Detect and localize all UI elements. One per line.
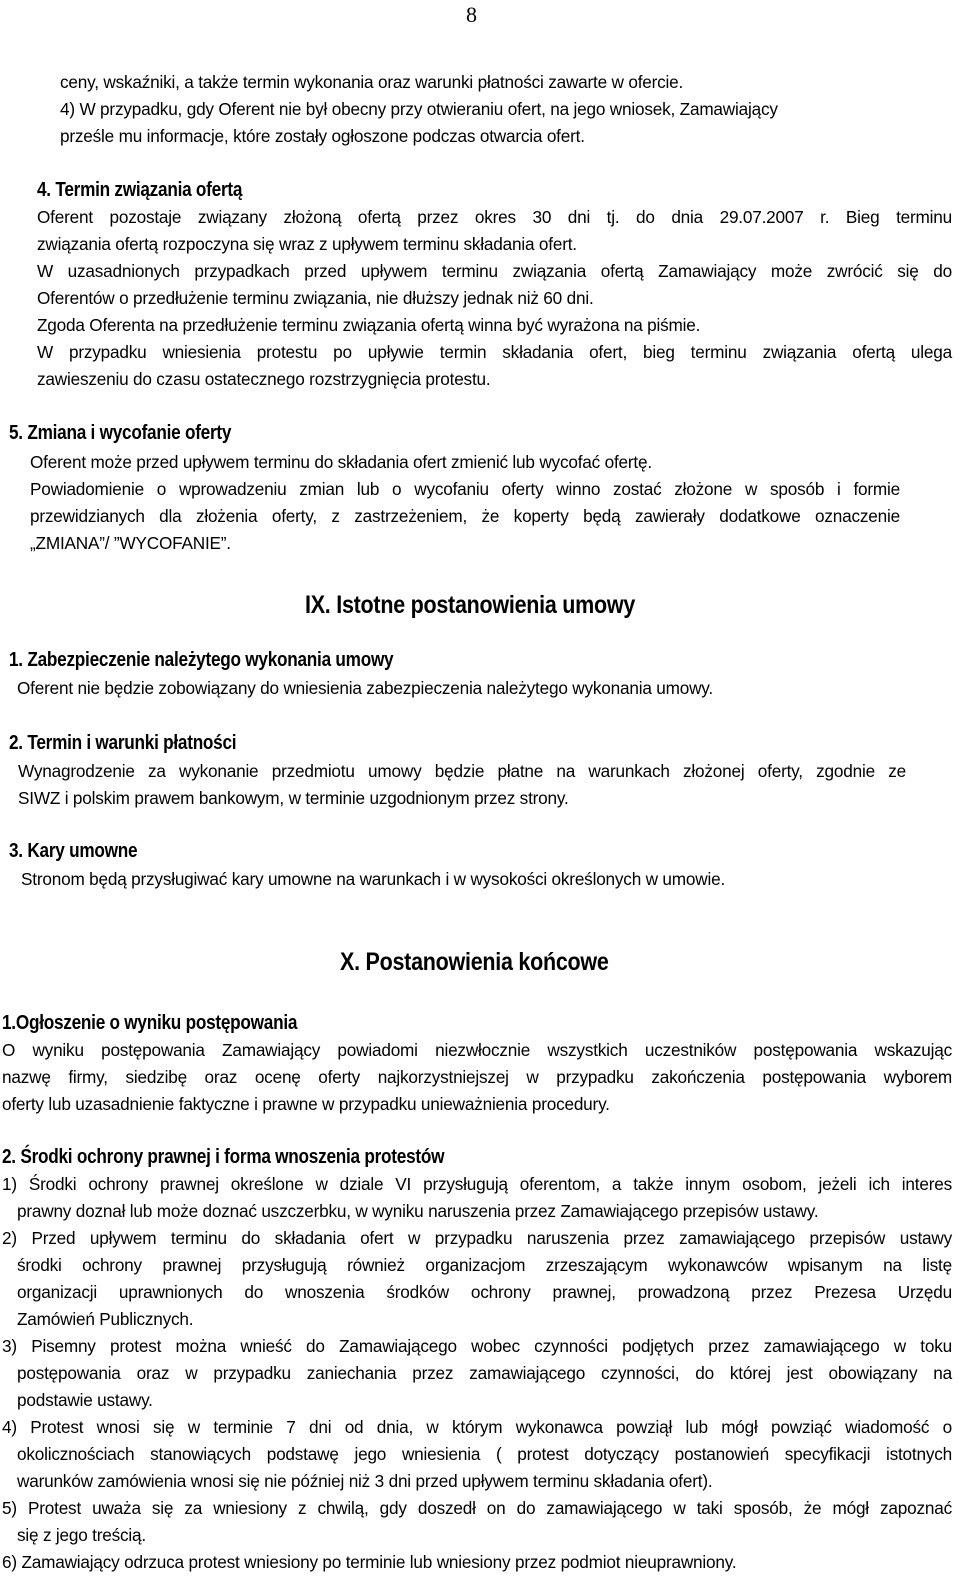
intro-line: ceny, wskaźniki, a także termin wykonania oraz warunki płatności zawarte w ofercie.	[60, 72, 684, 92]
paragraph-line: Oferent nie będzie zobowiązany do wniesienia zabezpieczenia należytego wykonania umowy.	[17, 678, 713, 698]
ix-point-2-body	[18, 758, 906, 812]
list-item-line: 5) Protest uważa się za wniesiony z chwilą, gdy doszedł on do zamawiającego w taki sposób, że mógł zapoznać	[2, 1498, 952, 1518]
paragraph-line: Oferent może przed upływem terminu do składania ofert zmienić lub wycofać ofertę.	[30, 452, 652, 472]
list-item-line: 6) Zamawiający odrzuca protest wniesiony po terminie lub wniesiony przez podmiot nieuprawniony.	[2, 1552, 737, 1572]
section-5-body	[30, 449, 900, 557]
paragraph-line: Stronom będą przysługiwać kary umowne na warunkach i w wysokości określonych w umowie.	[21, 869, 726, 889]
intro-line: 4) W przypadku, gdy Oferent nie był obecny przy otwieraniu ofert, na jego wniosek, Zamawiający	[60, 99, 778, 119]
paragraph-line: związania ofertą rozpoczyna się wraz z upływem terminu składania ofert.	[37, 234, 577, 254]
paragraph-line: zawieszeniu do czasu ostatecznego rozstrzygnięcia protestu.	[37, 369, 491, 389]
paragraph-line: W przypadku wniesienia protestu po upływie termin składania ofert, bieg terminu związania ofertą ulega	[37, 342, 952, 362]
chapter-ix-title: IX. Istotne postanowienia umowy	[305, 591, 636, 619]
ix-point-1-heading: 1. Zabezpieczenie należytego wykonania umowy	[9, 649, 394, 671]
list-item-line: środki ochrony prawnej przysługują również organizacjom zrzeszającym wykonawców wpisanym na listę	[17, 1255, 952, 1275]
ix-point-2-heading: 2. Termin i warunki płatności	[9, 732, 237, 754]
page-number: 8	[466, 2, 477, 27]
list-item-line: 4) Protest wnosi się w terminie 7 dni od dnia, w którym wykonawca powziął lub mógł powziąć wiadomość o	[2, 1417, 952, 1437]
x-point-1-body	[2, 1037, 952, 1118]
list-item-line: podstawie ustawy.	[17, 1390, 153, 1410]
list-item-line: Zamówień Publicznych.	[17, 1309, 194, 1329]
paragraph-line: W uzasadnionych przypadkach przed upływem terminu związania ofertą Zamawiający może zwrócić się do	[37, 261, 952, 281]
ix-point-1-body	[17, 675, 917, 702]
intro-block	[60, 69, 890, 150]
chapter-x-title: X. Postanowienia końcowe	[340, 948, 609, 976]
section-4-body	[37, 204, 952, 393]
list-item-line: warunków zamówienia wnosi się nie później niż 3 dni przed upływem terminu składania ofert).	[17, 1471, 713, 1491]
paragraph-line: nazwę firmy, siedzibę oraz ocenę oferty najkorzystniejszej w przypadku zakończenia postępowania wyborem	[2, 1067, 952, 1087]
paragraph-line: Wynagrodzenie za wykonanie przedmiotu umowy będzie płatne na warunkach złożonej oferty, zgodnie ze	[18, 761, 906, 781]
paragraph-line: Oferentów o przedłużenie terminu związania, nie dłuższy jednak niż 60 dni.	[37, 288, 594, 308]
section-5-heading: 5. Zmiana i wycofanie oferty	[9, 422, 232, 444]
list-item-line: się z jego treścią.	[17, 1525, 146, 1545]
list-item-line: organizacji uprawnionych do wnoszenia środków ochrony prawnej, prowadzoną przez Prezesa Urzędu	[17, 1282, 952, 1302]
paragraph-line: „ZMIANA”/ ”WYCOFANIE”.	[30, 533, 231, 553]
paragraph-line: Powiadomienie o wprowadzeniu zmian lub o wycofaniu oferty winno zostać złożone w sposób i formie	[30, 479, 900, 499]
x-point-1-heading: 1.Ogłoszenie o wyniku postępowania	[2, 1012, 298, 1034]
x-point-2-body	[2, 1171, 952, 1576]
ix-point-3-body	[21, 866, 921, 893]
paragraph-line: oferty lub uzasadnienie faktyczne i prawne w przypadku unieważnienia procedury.	[2, 1094, 610, 1114]
intro-line: prześle mu informacje, które zostały ogłoszone podczas otwarcia ofert.	[60, 126, 585, 146]
paragraph-line: Oferent pozostaje związany złożoną ofertą przez okres 30 dni tj. do dnia 29.07.2007 r. Bieg terminu	[37, 207, 952, 227]
paragraph-line: Zgoda Oferenta na przedłużenie terminu związania ofertą winna być wyrażona na piśmie.	[37, 315, 701, 335]
paragraph-line: O wyniku postępowania Zamawiający powiadomi niezwłocznie wszystkich uczestników postępowania wskazując	[2, 1040, 952, 1060]
list-item-line: 3) Pisemny protest można wnieść do Zamawiającego wobec czynności podjętych przez zamawiającego w toku	[2, 1336, 952, 1356]
list-item-line: okolicznościach stanowiących podstawę jego wniesienia ( protest dotyczący postanowień specyfikacji istotnych	[17, 1444, 952, 1464]
x-point-2-heading: 2. Środki ochrony prawnej i forma wnoszenia protestów	[2, 1146, 445, 1168]
paragraph-line: SIWZ i polskim prawem bankowym, w terminie uzgodnionym przez strony.	[18, 788, 569, 808]
list-item-line: prawny doznał lub może doznać uszczerbku, w wyniku naruszenia przez Zamawiającego przepisów ustawy.	[17, 1201, 819, 1221]
ix-point-3-heading: 3. Kary umowne	[9, 840, 138, 862]
section-4-heading: 4. Termin związania ofertą	[37, 179, 243, 201]
paragraph-line: przewidzianych dla złożenia oferty, z zastrzeżeniem, że koperty będą zawierały dodatkowe oznaczenie	[30, 506, 900, 526]
list-item-line: postępowania oraz w przypadku zaniechania przez zamawiającego czynności, do której jest obowiązany na	[17, 1363, 952, 1383]
list-item-line: 1) Środki ochrony prawnej określone w dziale VI przysługują oferentom, a także innym osobom, jeżeli ich interes	[2, 1174, 952, 1194]
list-item-line: 2) Przed upływem terminu do składania ofert w przypadku naruszenia przez zamawiającego przepisów ustawy	[2, 1228, 952, 1248]
